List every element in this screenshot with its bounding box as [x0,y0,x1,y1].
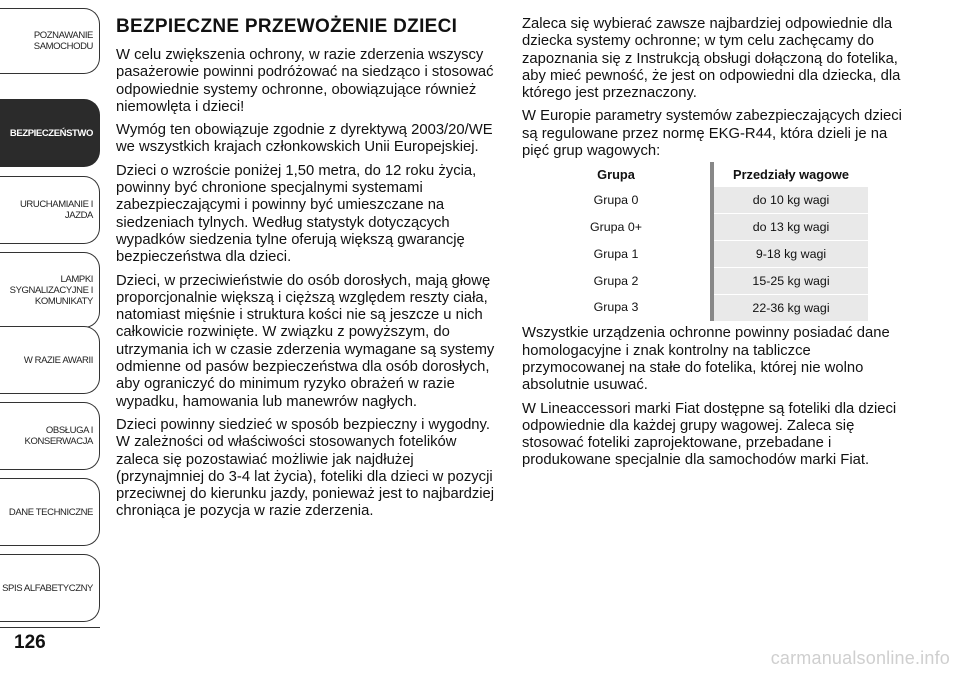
paragraph: Dzieci powinny siedzieć w sposób bezpieczny i wygodny. W zależności od właściwości stosowanych fotelików zaleca się pozostawiać możliwie jak najdłużej (przynajmniej do 3-4 lat życia), foteliki dla dzieci w pozycji przeciwnej do kierunku jazdy, ponieważ jest to najbardziej chroniąca je pozycja w razie zderzenia. [116,416,495,520]
tab-label: POZNAWANIE SAMOCHODU [33,30,93,52]
weight-cell: do 10 kg wagi [712,187,868,214]
tab-label: LAMPKI SYGNALIZACYJNE I KOMUNIKATY [9,273,93,307]
weight-cell: do 13 kg wagi [712,214,868,241]
weight-cell: 22-36 kg wagi [712,295,868,322]
page-number: 126 [14,632,46,653]
tab-label: OBSŁUGA I KONSERWACJA [24,425,93,447]
paragraph: W Europie parametry systemów zabezpieczających dzieci są regulowane przez normę EKG-R44, która dzieli je na pięć grup wagowych: [522,108,902,160]
table-row [522,214,868,241]
tab-label: URUCHAMIANIE I JAZDA [19,199,93,221]
tab-spis-alfabetyczny[interactable] [0,554,100,622]
weight-cell: 9-18 kg wagi [712,241,868,268]
tab-bezpieczenstwo[interactable] [0,99,100,167]
left-column [116,16,498,527]
header-weight-range: Przedziały wagowe [712,162,868,187]
paragraph: W Lineaccessori marki Fiat dostępne są foteliki dla dzieci odpowiednie dla każdej grupy wagowej. Zaleca się stosować foteliki zaprojektowane, przebadane i produkowane specjalnie dla samochodów marki Fiat. [522,400,897,469]
group-cell: Grupa 2 [593,273,639,288]
tab-poznawanie-samochodu[interactable] [0,8,100,74]
paragraph: W celu zwiększenia ochrony, w razie zderzenia wszyscy pasażerowie powinni podróżować na siedząco i stosować odpowiednie systemy ochronne, obowiązujące również niemowlęta i dzieci! [116,47,494,115]
group-cell: Grupa 1 [593,246,639,261]
paragraph: Zaleca się wybierać zawsze najbardziej odpowiednie dla dziecka systemy ochronne; w tym celu zachęcamy do zapoznania się z Instrukcją obsługi dołączoną do fotelika, aby mieć pewność, że jest on odpowiedni dla dziecka, dla którego jest przeznaczony. [522,16,901,102]
group-cell: Grupa 3 [593,300,639,315]
tab-obsluga-i-konserwacja[interactable] [0,402,100,470]
tab-label: BEZPIECZEŃSTWO [9,127,93,139]
watermark: carmanualsonline.info [770,648,950,668]
footer-rule [0,627,100,628]
paragraph: Dzieci, w przeciwieństwie do osób dorosłych, mają głowę proporcjonalnie większą i cięższą względem reszty ciała, natomiast mięśnie i struktura kości nie są jeszcze u nich całkowicie rozwinięte. W związku z powyższym, do utrzymania ich w czasie zderzenia wymagane są systemy odmienne od pasów bezpieczeństwa dla osób dorosłych, aby ograniczyć do minimum ryzyko obrażeń w razie wypadku, hamowania lub manewrów nagłych. [116,272,495,410]
weight-cell: 15-25 kg wagi [712,268,868,295]
paragraph: Wszystkie urządzenia ochronne powinny posiadać dane homologacyjne i znak kontrolny na tabliczce przymocowanej na stałe do fotelika, której nie wolno absolutnie usuwać. [522,325,890,394]
tab-label: DANE TECHNICZNE [8,506,93,518]
tab-w-razie-awarii[interactable] [0,326,100,394]
table-row [522,268,868,295]
tab-lampki-sygnalizacyjne[interactable] [0,252,100,328]
table-row [522,295,868,322]
paragraph: Dzieci o wzroście poniżej 1,50 metra, do 12 roku życia, powinny być chronione specjalnymi systemami zabezpieczającymi i powinny być umieszczane na siedzeniach tylnych. Według statystyk dotyczących wypadków siedzenia tylne oferują większą gwarancję bezpieczeństwa dla dzieci. [116,162,477,266]
paragraph: Wymóg ten obowiązuje zgodnie z dyrektywą 2003/20/WE we wszystkich krajach członkowskich Unii Europejskiej. [116,122,493,156]
tab-label: W RAZIE AWARII [23,354,93,366]
table-row [522,187,868,214]
tab-label: SPIS ALFABETYCZNY [2,582,93,594]
group-cell: Grupa 0 [593,192,639,207]
right-column [522,16,914,476]
page-title: BEZPIECZNE PRZEWOŻENIE DZIECI [116,16,458,37]
table-header-row [522,162,868,187]
table-row [522,241,868,268]
weight-groups-table [522,162,868,321]
header-group: Grupa [597,166,635,182]
tab-uruchamianie-i-jazda[interactable] [0,176,100,244]
group-cell: Grupa 0+ [589,219,642,234]
tab-dane-techniczne[interactable] [0,478,100,546]
chapter-sidebar [0,0,100,630]
